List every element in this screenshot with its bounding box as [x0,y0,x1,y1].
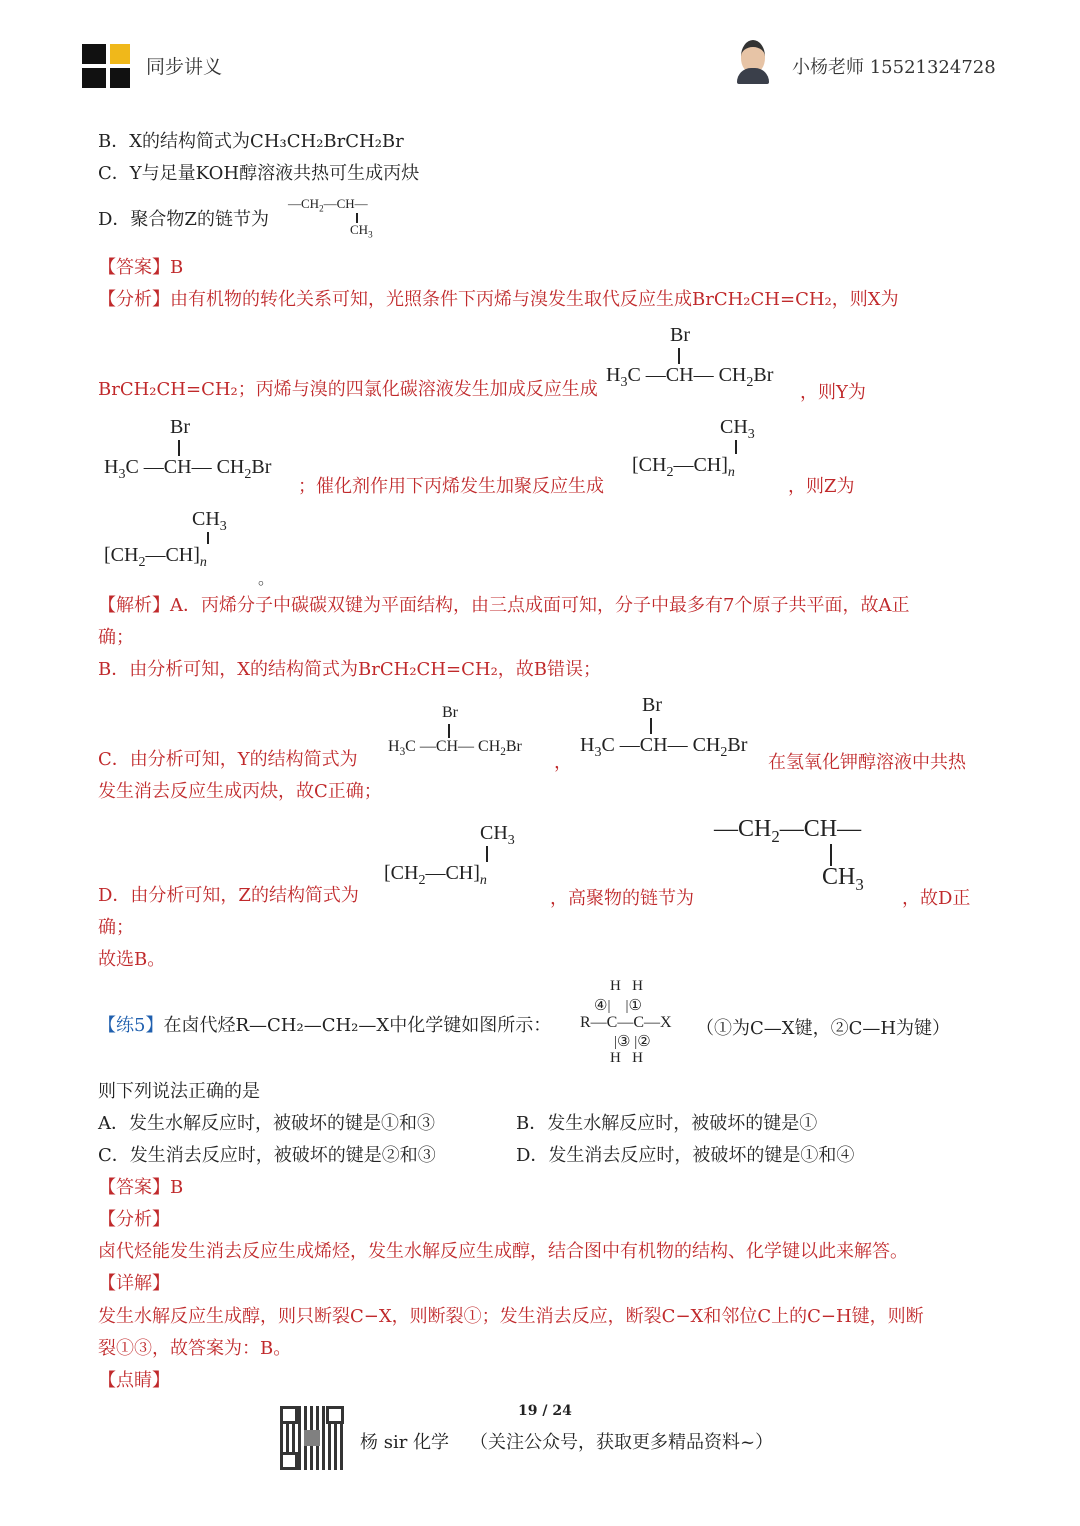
logo-icon [82,44,134,88]
jiexi-d-line2: 确； [98,917,134,938]
page-number: 19 / 24 [518,1403,572,1419]
option-b-top: B．X的结构简式为CH₃CH₂BrCH₂Br [98,131,404,152]
jiexi-d-line1-end: ，故D正 [902,888,971,909]
analysis-1-line3-mid: ；催化剂作用下丙烯发生加聚反应生成 [298,476,604,497]
q5-fenxi-text: 卤代烃能发生消去反应生成烯烃，发生水解反应生成醇，结合图中有机物的结构、化学键以此来解答。 [98,1241,908,1262]
header-brand: 同步讲义 [146,56,223,78]
analysis-1-line2: BrCH₂CH=CH₂；丙烯与溴的四氯化碳溶液发生加成反应生成 [98,379,598,400]
q5-option-d: D．发生消去反应时，被破坏的键是①和④ [516,1145,855,1166]
qr-code-icon [280,1406,344,1470]
analysis-1-line4-end: 。 [258,569,275,588]
analysis-1-line3-end: ，则Z为 [788,476,855,497]
answer-1: 【答案】B [98,257,184,278]
q5-ask: 则下列说法正确的是 [98,1081,260,1102]
analysis-1-line1: 【分析】由有机物的转化关系可知，光照条件下丙烯与溴发生取代反应生成BrCH₂CH=CH₂，则X为 [98,289,899,310]
q5-dianjing-label: 【点睛】 [98,1370,170,1391]
q5-xiangjie-line1: 发生水解反应生成醇，则只断裂C−X，则断裂①；发生消去反应，断裂C−X和邻位C上的C−H键，则断 [98,1306,924,1327]
q5-tag: 【练5】 [98,1015,164,1036]
teacher-avatar-icon [735,40,771,84]
q5-option-a: A．发生水解反应时，被破坏的键是①和③ [98,1113,435,1134]
q5-fenxi-label: 【分析】 [98,1209,170,1230]
jiexi-c-line2: 发生消去反应生成丙炔，故C正确； [98,781,382,802]
jiexi-a-line2: 确； [98,627,134,648]
footer-name: 杨 sir 化学 [360,1432,450,1453]
q5-option-b: B．发生水解反应时，被破坏的键是① [516,1113,818,1134]
q5-stem-line [98,1014,551,1038]
jiexi-c-sep: ， [554,752,572,773]
jiexi-d-line1: D．由分析可知，Z的结构简式为 [98,885,359,906]
jiexi-c-line1-end: 在氢氧化钾醇溶液中共热 [768,752,966,773]
jiexi-final: 故选B。 [98,949,166,970]
option-d-top: D．聚合物Z的链节为 [98,209,269,230]
jiexi-b: B．由分析可知，X的结构简式为BrCH₂CH=CH₂，故B错误； [98,659,602,680]
jiexi-a-line1: 【解析】A．丙烯分子中碳碳双键为平面结构，由三点成面可知，分子中最多有7个原子共平面，故A正 [98,595,910,616]
q5-xiangjie-line2: 裂①③，故答案为：B。 [98,1338,292,1359]
footer-slogan: （关注公众号，获取更多精品资料~） [470,1432,774,1453]
q5-option-c: C．发生消去反应时，被破坏的键是②和③ [98,1145,436,1166]
jiexi-c-line1: C．由分析可知，Y的结构简式为 [98,749,358,770]
q5-stem: 在卤代烃R—CH₂—CH₂—X中化学键如图所示： [163,1015,552,1036]
option-c-top: C．Y与足量KOH醇溶液共热可生成丙炔 [98,163,420,184]
header-teacher: 小杨老师 15521324728 [792,57,996,78]
analysis-1-line2-end: ，则Y为 [800,382,866,403]
q5-note: （①为C—X键，②C—H为键） [696,1018,951,1039]
q5-answer: 【答案】B [98,1177,184,1198]
jiexi-d-line1-mid: ，高聚物的链节为 [550,888,694,909]
q5-xiangjie-label: 【详解】 [98,1273,170,1294]
